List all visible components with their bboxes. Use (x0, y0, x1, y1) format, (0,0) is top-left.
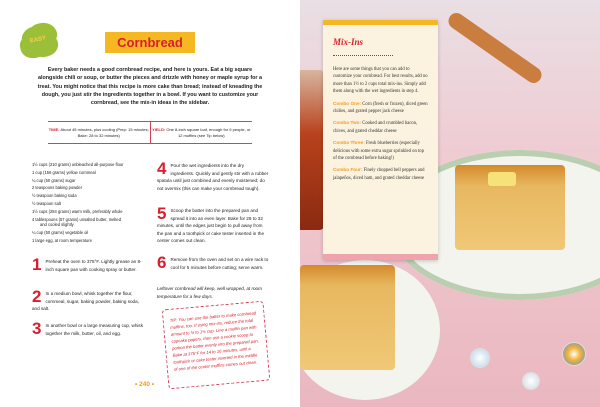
marble-image (470, 348, 490, 368)
sidebar-intro: Here are some things that you can add to customize your cornbread. For best results, add no more than 1½ to 2 cups total mix-ins. Simply add them along with the wet ingredients in step 4. (333, 67, 428, 95)
easy-badge: EASY (19, 23, 56, 57)
step-text: In a medium bowl, whisk together the flour, cornmeal, sugar, baking powder, baking soda, and salt. (32, 291, 139, 311)
page-number: • 240 • (135, 381, 155, 388)
combo-text: Fresh blueberries (especially delicious with some extra sugar sprinkled on top of the cornbread before baking!) (333, 141, 424, 162)
butter-image (488, 172, 516, 186)
marble-image (522, 372, 540, 390)
time-info (48, 122, 151, 143)
step-number: 5 (157, 204, 167, 223)
ingredient: ¼ cup (50 grams) sugar (32, 177, 76, 183)
step-text: Pour the wet ingredients into the dry ingredients. Quickly and gently stir with a rubber spatula until just combined and evenly moistened; do not overmix (this can make your cornbread tough). (157, 163, 269, 191)
recipe-title: Cornbread (105, 32, 195, 53)
step-number: 1 (32, 255, 42, 274)
step-3 (32, 319, 144, 338)
step-text: Scoop the batter into the prepared pan and spread it into an even layer. Bake for 28 to 32 minutes, until the edges just begin to pull away from the pan and a toothpick or cake tester inserted in the center comes out clean. (157, 208, 264, 243)
step-4 (157, 159, 269, 192)
combo-item (333, 119, 428, 135)
time-text: About 45 minutes, plus cooling (Prep: 15 minutes; Bake: 28 to 32 minutes) (60, 127, 149, 138)
step-1 (32, 255, 144, 274)
squiggle-divider (333, 52, 393, 56)
yield-label: YIELD: (152, 127, 166, 132)
leftover-note: Leftover cornbread will keep, well wrapped, at room temperature for a few days. (157, 286, 262, 299)
mix-ins-sidebar (323, 20, 438, 260)
combo-label: Combo Three: (333, 140, 365, 146)
honey-dipper-image (445, 10, 544, 86)
ingredient: 2 teaspoons baking powder (32, 185, 83, 191)
step-6 (157, 253, 269, 272)
yield-text: One 8-inch square loaf, enough for 9 people, or 12 muffins (see Tip below) (166, 127, 251, 138)
ingredient: ½ teaspoon salt (32, 200, 61, 206)
recipe-intro: Every baker needs a good cornbread recipe, and here is yours. Eat a big square alongside chili or soup, or butter the pieces and drizzle with honey or maple syrup for a treat. You might notice that this recipe is more cake than bread; instead of kneading the dough, you just stir the ingredients together in a bowl. If you want to customize your cornbread, see the mix-in ideas in the sidebar. (37, 67, 263, 107)
marble-image (562, 342, 586, 366)
step-5 (157, 204, 269, 245)
combo-label: Combo Two: (333, 120, 362, 126)
ingredient: 1 cup (156 grams) yellow cornmeal (32, 169, 96, 175)
step-number: 6 (157, 253, 167, 272)
ingredient: 1½ cups (210 grams) unbleached all-purpose flour (32, 162, 124, 167)
step-text: Remove from the oven and set on a wire rack to cool for 5 minutes before cutting; serve warm. (170, 257, 269, 270)
ingredient: 1 large egg, at room temperature (32, 237, 92, 243)
step-text: Preheat the oven to 375°F. Lightly grease an 8-inch square pan with cooking spray or butter. (45, 259, 142, 272)
ingredient: 1½ cups (284 grams) warm milk, preferably whole (32, 208, 123, 214)
tip-box: TIP: You can use the batter to make cornbread muffins, too. If using mix-ins, reduce the total amount to ¾ to 1½ cup. Line a muffin pan with cupcake papers, then use a cookie scoop to portion the batter evenly into the prepared pan. Bake at 375°F for 14 to 16 minutes, until a toothpick or cake tester inserted in the middle of one of the center muffins comes out clean. (162, 301, 271, 390)
combo-label: Combo Four: (333, 167, 363, 173)
page-number-value: 240 (139, 381, 150, 388)
combo-item (333, 139, 428, 162)
yield-info (151, 122, 253, 143)
combo-text: Corn (fresh or frozen), diced green chilies, and grated pepper jack cheese (333, 101, 428, 115)
time-label: TIME: (48, 127, 60, 132)
ingredient: 4 tablespoons (57 grams) unsalted butter, melted (32, 216, 121, 222)
ingredient: and cooled slightly (40, 222, 74, 228)
step-number: 3 (32, 319, 42, 338)
time-yield-box (48, 121, 252, 144)
photo-page (300, 0, 600, 407)
ingredient: ½ teaspoon baking soda (32, 193, 77, 199)
step-text: In another bowl or a large measuring cup, whisk together the milk, butter, oil, and egg. (45, 323, 144, 336)
sidebar-top-band (323, 20, 438, 25)
step-number: 4 (157, 159, 167, 178)
sidebar-title: Mix-Ins (333, 37, 364, 47)
sidebar-bottom-band (323, 254, 438, 260)
cornbread-slice-image (300, 265, 395, 370)
ingredient: ¼ cup (50 grams) vegetable oil (32, 230, 89, 236)
step-2 (32, 287, 144, 313)
combo-text: Cooked and crumbled bacon, chives, and grated cheddar cheese (333, 121, 418, 134)
step-number: 2 (32, 287, 42, 306)
combo-label: Combo One: (333, 100, 362, 106)
combo-item (333, 166, 428, 182)
honey-jar-image (300, 70, 325, 230)
combo-text: Finely chopped bell peppers and jalapeños, diced ham, and grated cheddar cheese (333, 168, 425, 181)
combo-item (333, 100, 428, 116)
ingredient-list (32, 161, 147, 245)
